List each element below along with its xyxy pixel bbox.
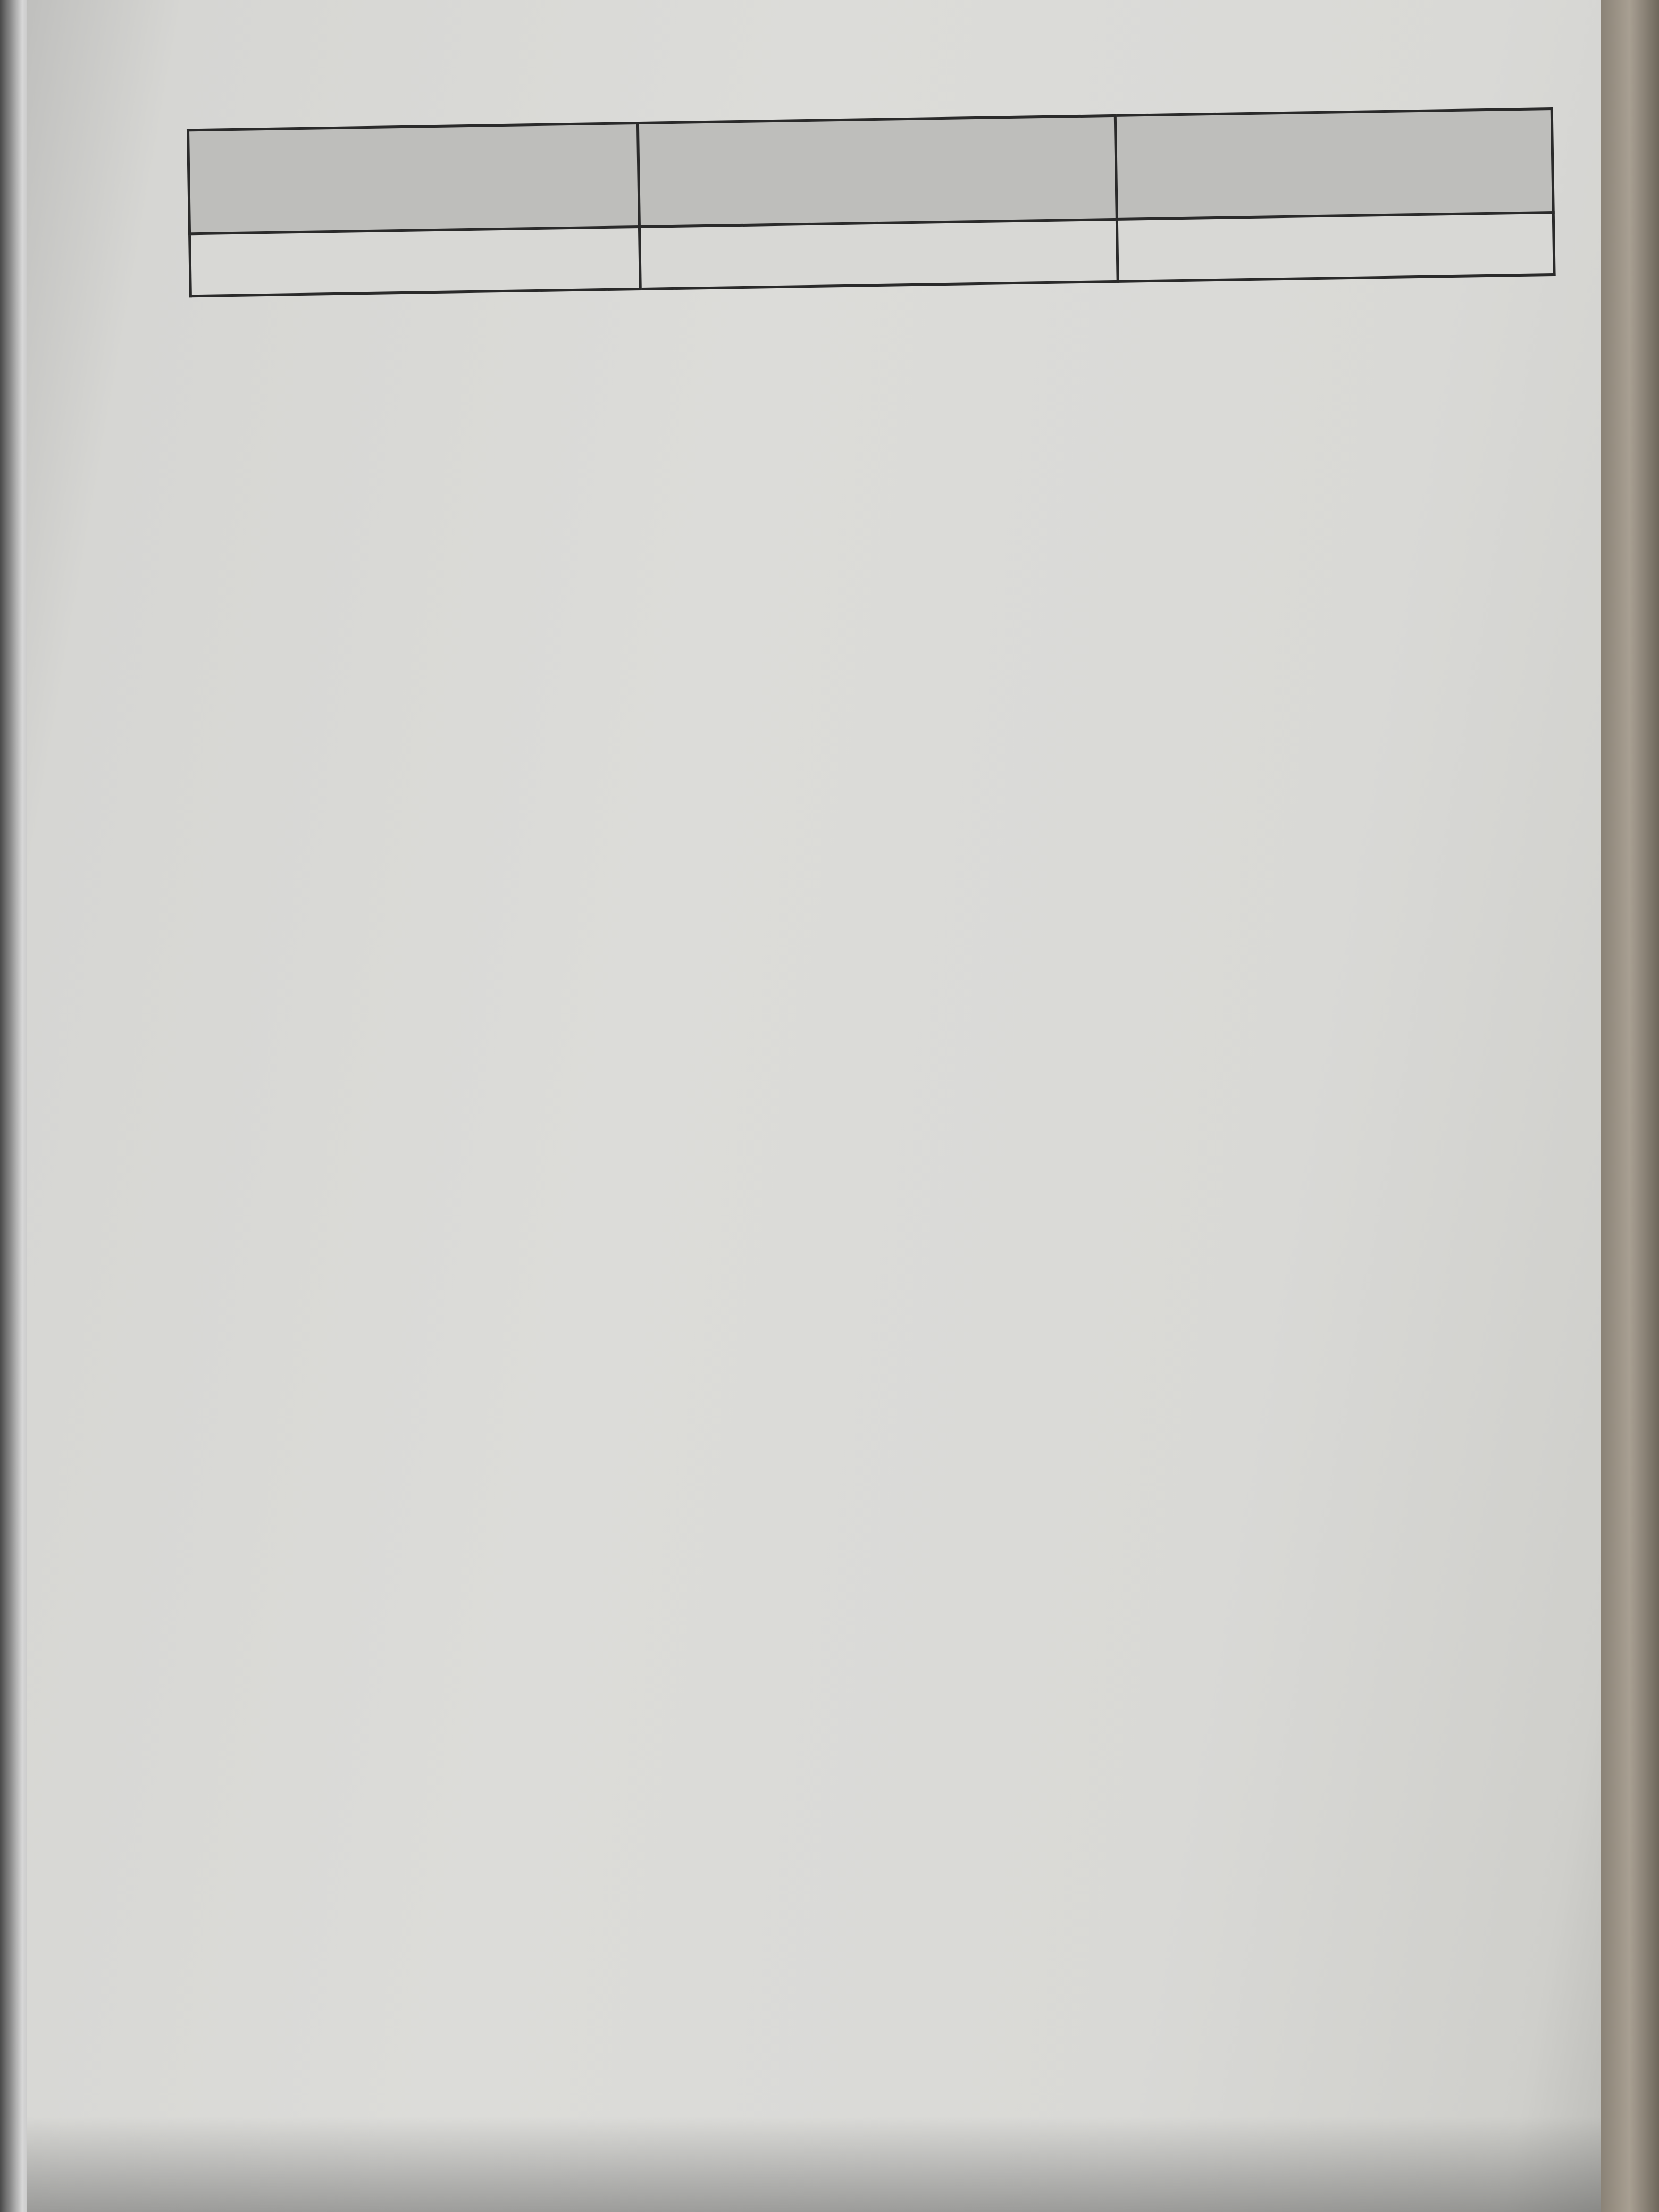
table-header-objects: [188, 123, 639, 234]
table-cell-empty[interactable]: [1117, 212, 1555, 281]
table-cell-empty[interactable]: [640, 219, 1118, 289]
table-header-ways: [638, 115, 1117, 227]
protection-objects-table: [187, 107, 1556, 297]
table-header-region: [1115, 109, 1553, 220]
page-shadow: [27, 2116, 1601, 2212]
page-edge-background: [1601, 0, 1659, 2212]
table-header-row: [188, 109, 1553, 234]
book-page: [27, 0, 1601, 2212]
page-content: [266, 76, 1546, 339]
table-cell-empty[interactable]: [190, 227, 641, 296]
